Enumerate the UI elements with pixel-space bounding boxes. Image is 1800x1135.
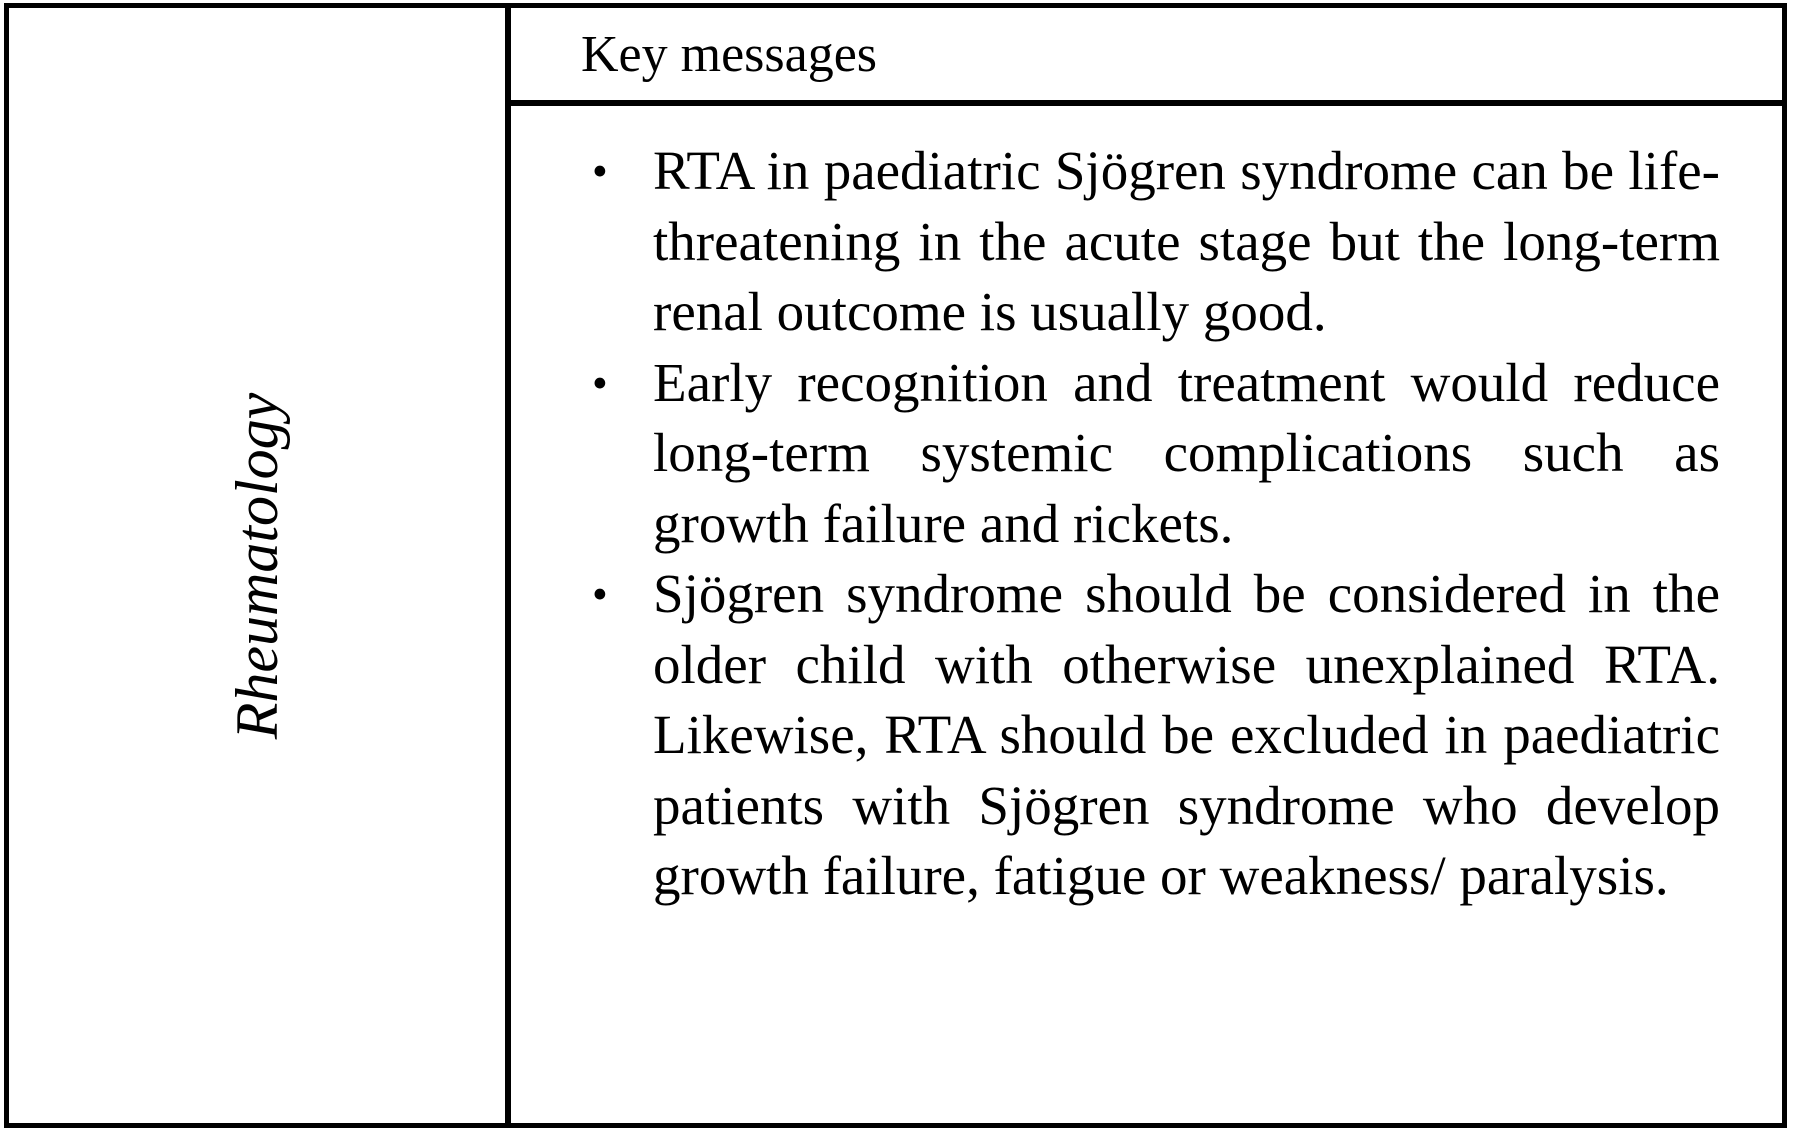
message-text: RTA in paediatric Sjögren syndrome can be life-threatening in the acute stage but the long-term renal outcome is usually good. [653, 140, 1720, 342]
header-row [511, 8, 1782, 106]
bullet-icon: • [592, 357, 608, 408]
header-title: Key messages [581, 26, 878, 83]
list-item [592, 348, 1720, 560]
bullet-icon: • [592, 146, 608, 196]
side-column [9, 8, 511, 1123]
list-item [592, 559, 1720, 912]
message-text: Early recognition and treatment would reduce long-term systemic complications such as growth failure and rickets. [653, 351, 1720, 554]
bullet-icon: • [592, 569, 608, 619]
messages-panel [511, 106, 1782, 1123]
list-item [592, 136, 1720, 348]
side-title: Rheumatology [224, 392, 290, 739]
key-messages-box [4, 3, 1787, 1128]
messages-list [511, 106, 1782, 912]
message-text: Sjögren syndrome should be considered in the older child with otherwise unexplained RTA. Likewise, RTA should be excluded in paediatric patients with Sjögren syndrome who develop growth failure, fatigue or weakness/ paralysis. [653, 563, 1720, 906]
